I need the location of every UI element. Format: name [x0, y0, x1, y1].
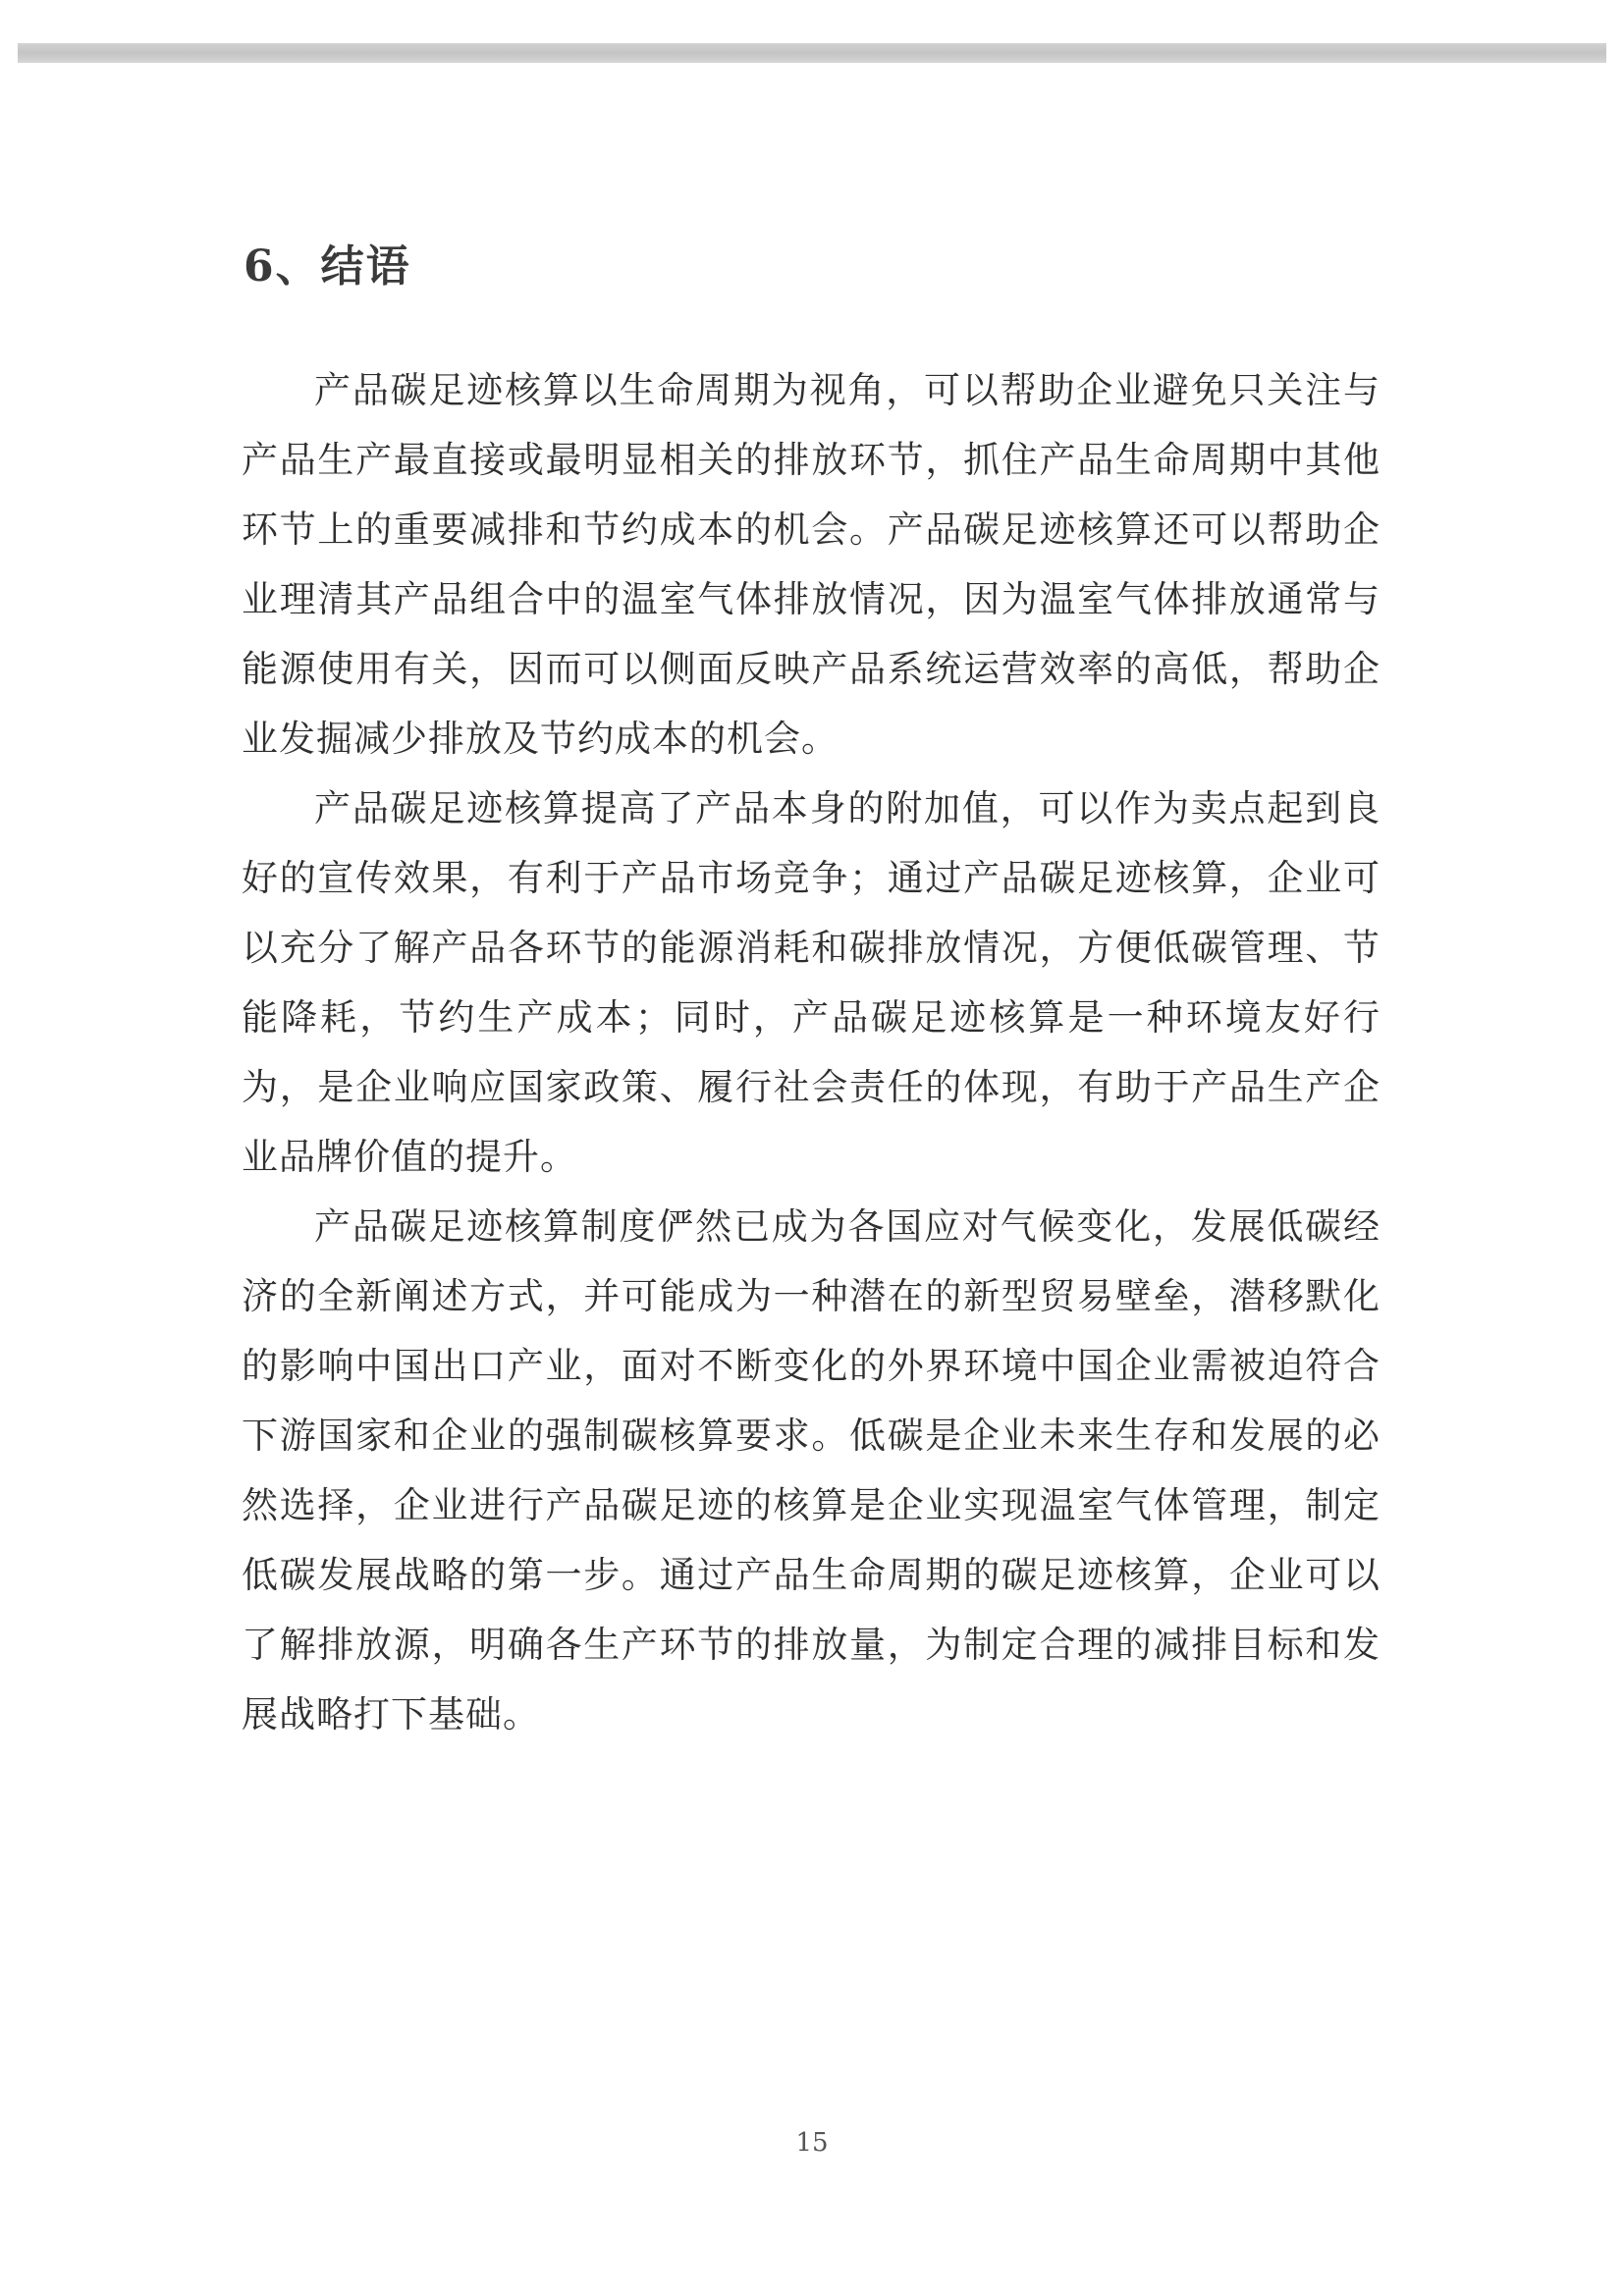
- paragraph-3: 产品碳足迹核算制度俨然已成为各国应对气候变化，发展低碳经济的全新阐述方式，并可能成为一种潜在的新型贸易壁垒，潜移默化的影响中国出口产业，面对不断变化的外界环境中国企业需被迫符合下游国家和企业的强制碳核算要求。低碳是企业未来生存和发展的必然选择，企业进行产品碳足迹的核算是企业实现温室气体管理，制定低碳发展战略的第一步。通过产品生命周期的碳足迹核算，企业可以了解排放源，明确各生产环节的排放量，为制定合理的减排目标和发展战略打下基础。: [242, 1205, 1380, 1735]
- page-number: 15: [795, 2128, 829, 2158]
- paragraph-1: 产品碳足迹核算以生命周期为视角，可以帮助企业避免只关注与产品生产最直接或最明显相关的排放环节，抓住产品生命周期中其他环节上的重要减排和节约成本的机会。产品碳足迹核算还可以帮助企业理清其产品组合中的温室气体排放情况，因为温室气体排放通常与能源使用有关，因而可以侧面反映产品系统运营效率的高低，帮助企业发掘减少排放及节约成本的机会。: [242, 369, 1380, 760]
- section-heading: 6、结语: [244, 241, 411, 292]
- paragraph-2: 产品碳足迹核算提高了产品本身的附加值，可以作为卖点起到良好的宣传效果，有利于产品市场竞争；通过产品碳足迹核算，企业可以充分了解产品各环节的能源消耗和碳排放情况，方便低碳管理、节能降耗，节约生产成本；同时，产品碳足迹核算是一种环境友好行为，是企业响应国家政策、履行社会责任的体现，有助于产品生产企业品牌价值的提升。: [242, 787, 1380, 1178]
- scan-edge-band: [18, 43, 1606, 63]
- body-text: [242, 355, 1380, 1749]
